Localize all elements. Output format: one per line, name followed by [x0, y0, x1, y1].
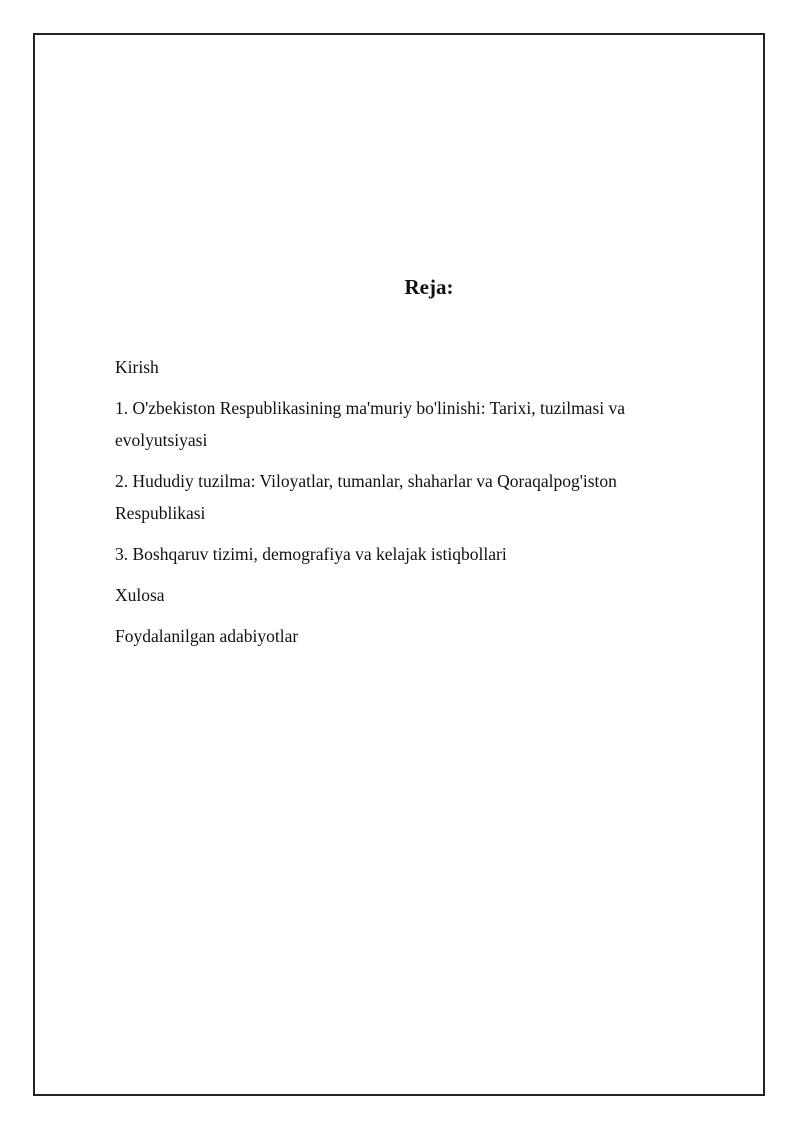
plan-list	[115, 351, 685, 661]
plan-item-introduction: Kirish	[115, 357, 159, 377]
plan-item-references: Foydalanilgan adabiyotlar	[115, 626, 299, 646]
plan-item-chapter-3: 3. Boshqaruv tizimi, demografiya va kelajak istiqbollari	[115, 544, 507, 564]
page-title: Reja:	[404, 275, 454, 299]
plan-item-chapter-1: 1. O'zbekiston Respublikasining ma'muriy bo'linishi: Tarixi, tuzilmasi va evolyutsiyasi	[115, 398, 626, 450]
plan-item-chapter-2: 2. Hududiy tuzilma: Viloyatlar, tumanlar, shaharlar va Qoraqalpog'iston Respublikasi	[115, 471, 617, 523]
plan-item-conclusion: Xulosa	[115, 585, 165, 605]
